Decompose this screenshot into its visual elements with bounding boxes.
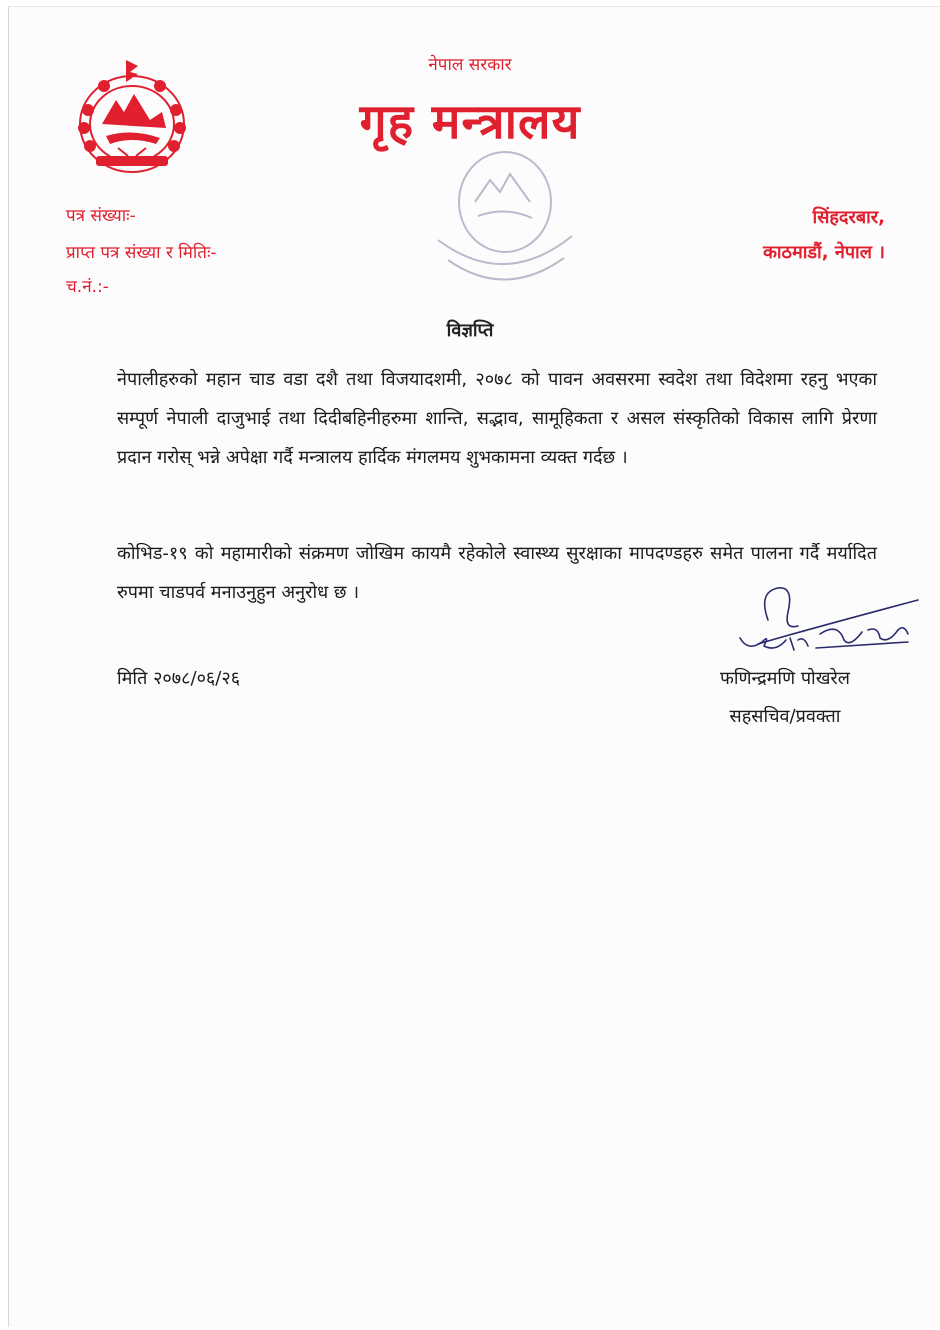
notice-title: विज्ञप्ति xyxy=(446,320,494,341)
ministry-title: गृह मन्त्रालय xyxy=(359,94,581,150)
letter-number-label: पत्र संख्याः- xyxy=(66,206,136,226)
address-line-2: काठमाडौं, नेपाल । xyxy=(763,242,885,263)
dispatch-number-label: च.नं.:- xyxy=(66,277,109,297)
notice-paragraph-1: नेपालीहरुको महान चाड वडा दशै तथा विजयादशमी, २०७८ को पावन अवसरमा स्वदेश तथा विदेशमा रहनु भएका सम्पूर्ण नेपाली दाजुभाई तथा दिदीबहिनीहरुमा शान्ति, सद्भाव, सामूहिकता र असल संस्कृतिको विकास लागि प्रेरणा प्रदान गरोस् भन्ने अपेक्षा गर्दै मन्त्रालय हार्दिक मंगलमय शुभकामना व्यक्त गर्दछ । xyxy=(117,369,877,468)
received-letter-label: प्राप्त पत्र संख्या र मितिः- xyxy=(66,243,217,263)
handwritten-signature-icon xyxy=(728,582,928,672)
ministry-stamp-icon xyxy=(430,140,580,290)
signatory-name: फणिन्द्रमणि पोखरेल xyxy=(719,668,850,689)
notice-date: मिति २०७८/०६/२६ xyxy=(117,668,241,689)
signatory-designation: सहसचिव/प्रवक्ता xyxy=(729,706,841,727)
government-name: नेपाल सरकार xyxy=(428,55,512,75)
notice-paragraph-2: कोभिड-१९ को महामारीको संक्रमण जोखिम कायमै रहेकोले स्वास्थ्य सुरक्षाका मापदण्डहरु समेत पालना गर्दै मर्यादित रुपमा चाडपर्व मनाउनुहुन अनुरोध छ । xyxy=(117,543,877,603)
address-line-1: सिंहदरबार, xyxy=(812,207,885,228)
